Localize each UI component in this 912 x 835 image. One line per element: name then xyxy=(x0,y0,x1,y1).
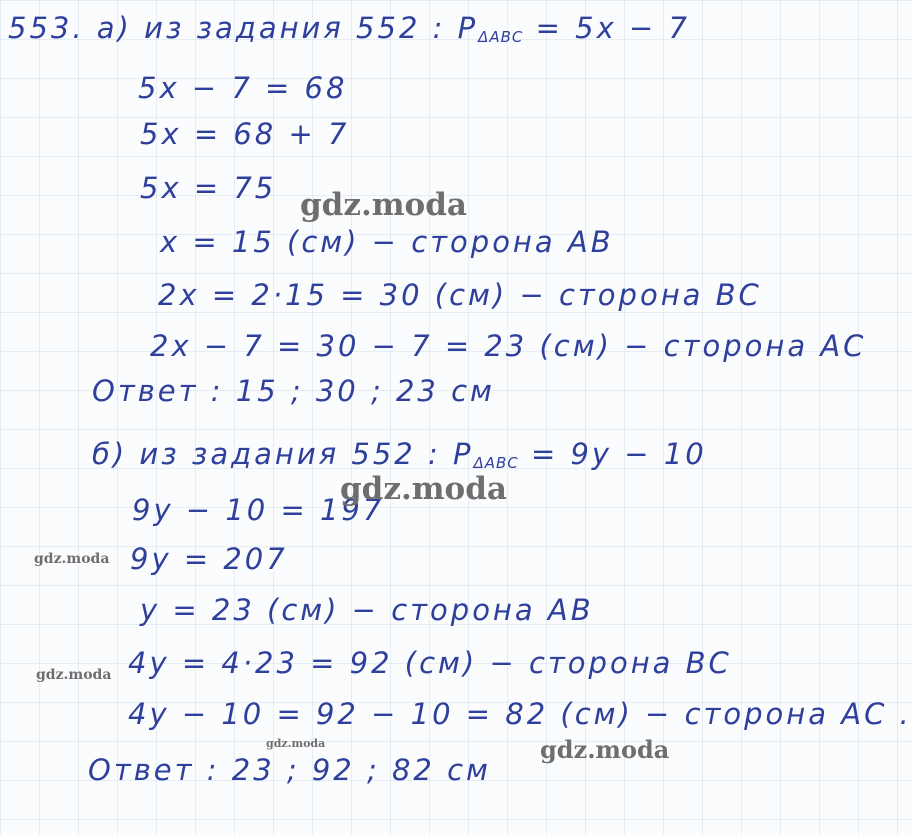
part-a-condition-main: 553. а) из задания 552 : P xyxy=(8,11,479,45)
part-b-line-2: 9y − 10 = 197 xyxy=(132,493,385,527)
watermark-gdz-moda: gdz.moda xyxy=(340,471,507,507)
part-a-line-6: 2x = 2·15 = 30 (см) − сторона BC xyxy=(158,278,762,312)
part-b-line-3: 9y = 207 xyxy=(130,542,288,576)
part-a-line-2: 5x − 7 = 68 xyxy=(138,71,348,105)
watermark-gdz-moda: gdz.moda xyxy=(34,551,110,567)
triangle-subscript-b: ΔABC xyxy=(473,454,519,472)
watermark-gdz-moda: gdz.moda xyxy=(300,187,467,223)
watermark-gdz-moda: gdz.moda xyxy=(36,667,112,683)
part-b-condition-main: б) из задания 552 : P xyxy=(92,437,474,471)
part-a-line-7: 2x − 7 = 30 − 7 = 23 (см) − сторона AC xyxy=(150,329,867,363)
part-b-line-6: 4y − 10 = 92 − 10 = 82 (см) − сторона AC . xyxy=(128,697,912,731)
part-a-line-4: 5x = 75 xyxy=(140,171,277,205)
watermark-gdz-moda: gdz.moda xyxy=(266,737,326,750)
part-b-answer: Ответ : 23 ; 92 ; 82 см xyxy=(88,753,491,787)
part-a-answer: Ответ : 15 ; 30 ; 23 см xyxy=(92,374,495,408)
part-b-condition xyxy=(92,437,707,472)
part-a-line-3: 5x = 68 + 7 xyxy=(140,117,350,151)
triangle-subscript-a: ΔABC xyxy=(478,28,524,46)
part-b-condition-tail: = 9y − 10 xyxy=(518,437,707,471)
watermark-gdz-moda: gdz.moda xyxy=(540,735,670,764)
part-b-line-4: y = 23 (см) − сторона AB xyxy=(140,593,594,627)
part-a-condition-tail: = 5x − 7 xyxy=(523,11,690,45)
part-b-line-5: 4y = 4·23 = 92 (см) − сторона BC xyxy=(128,646,732,680)
part-a-condition xyxy=(8,11,690,46)
part-a-line-5: x = 15 (см) − сторона AB xyxy=(160,225,614,259)
